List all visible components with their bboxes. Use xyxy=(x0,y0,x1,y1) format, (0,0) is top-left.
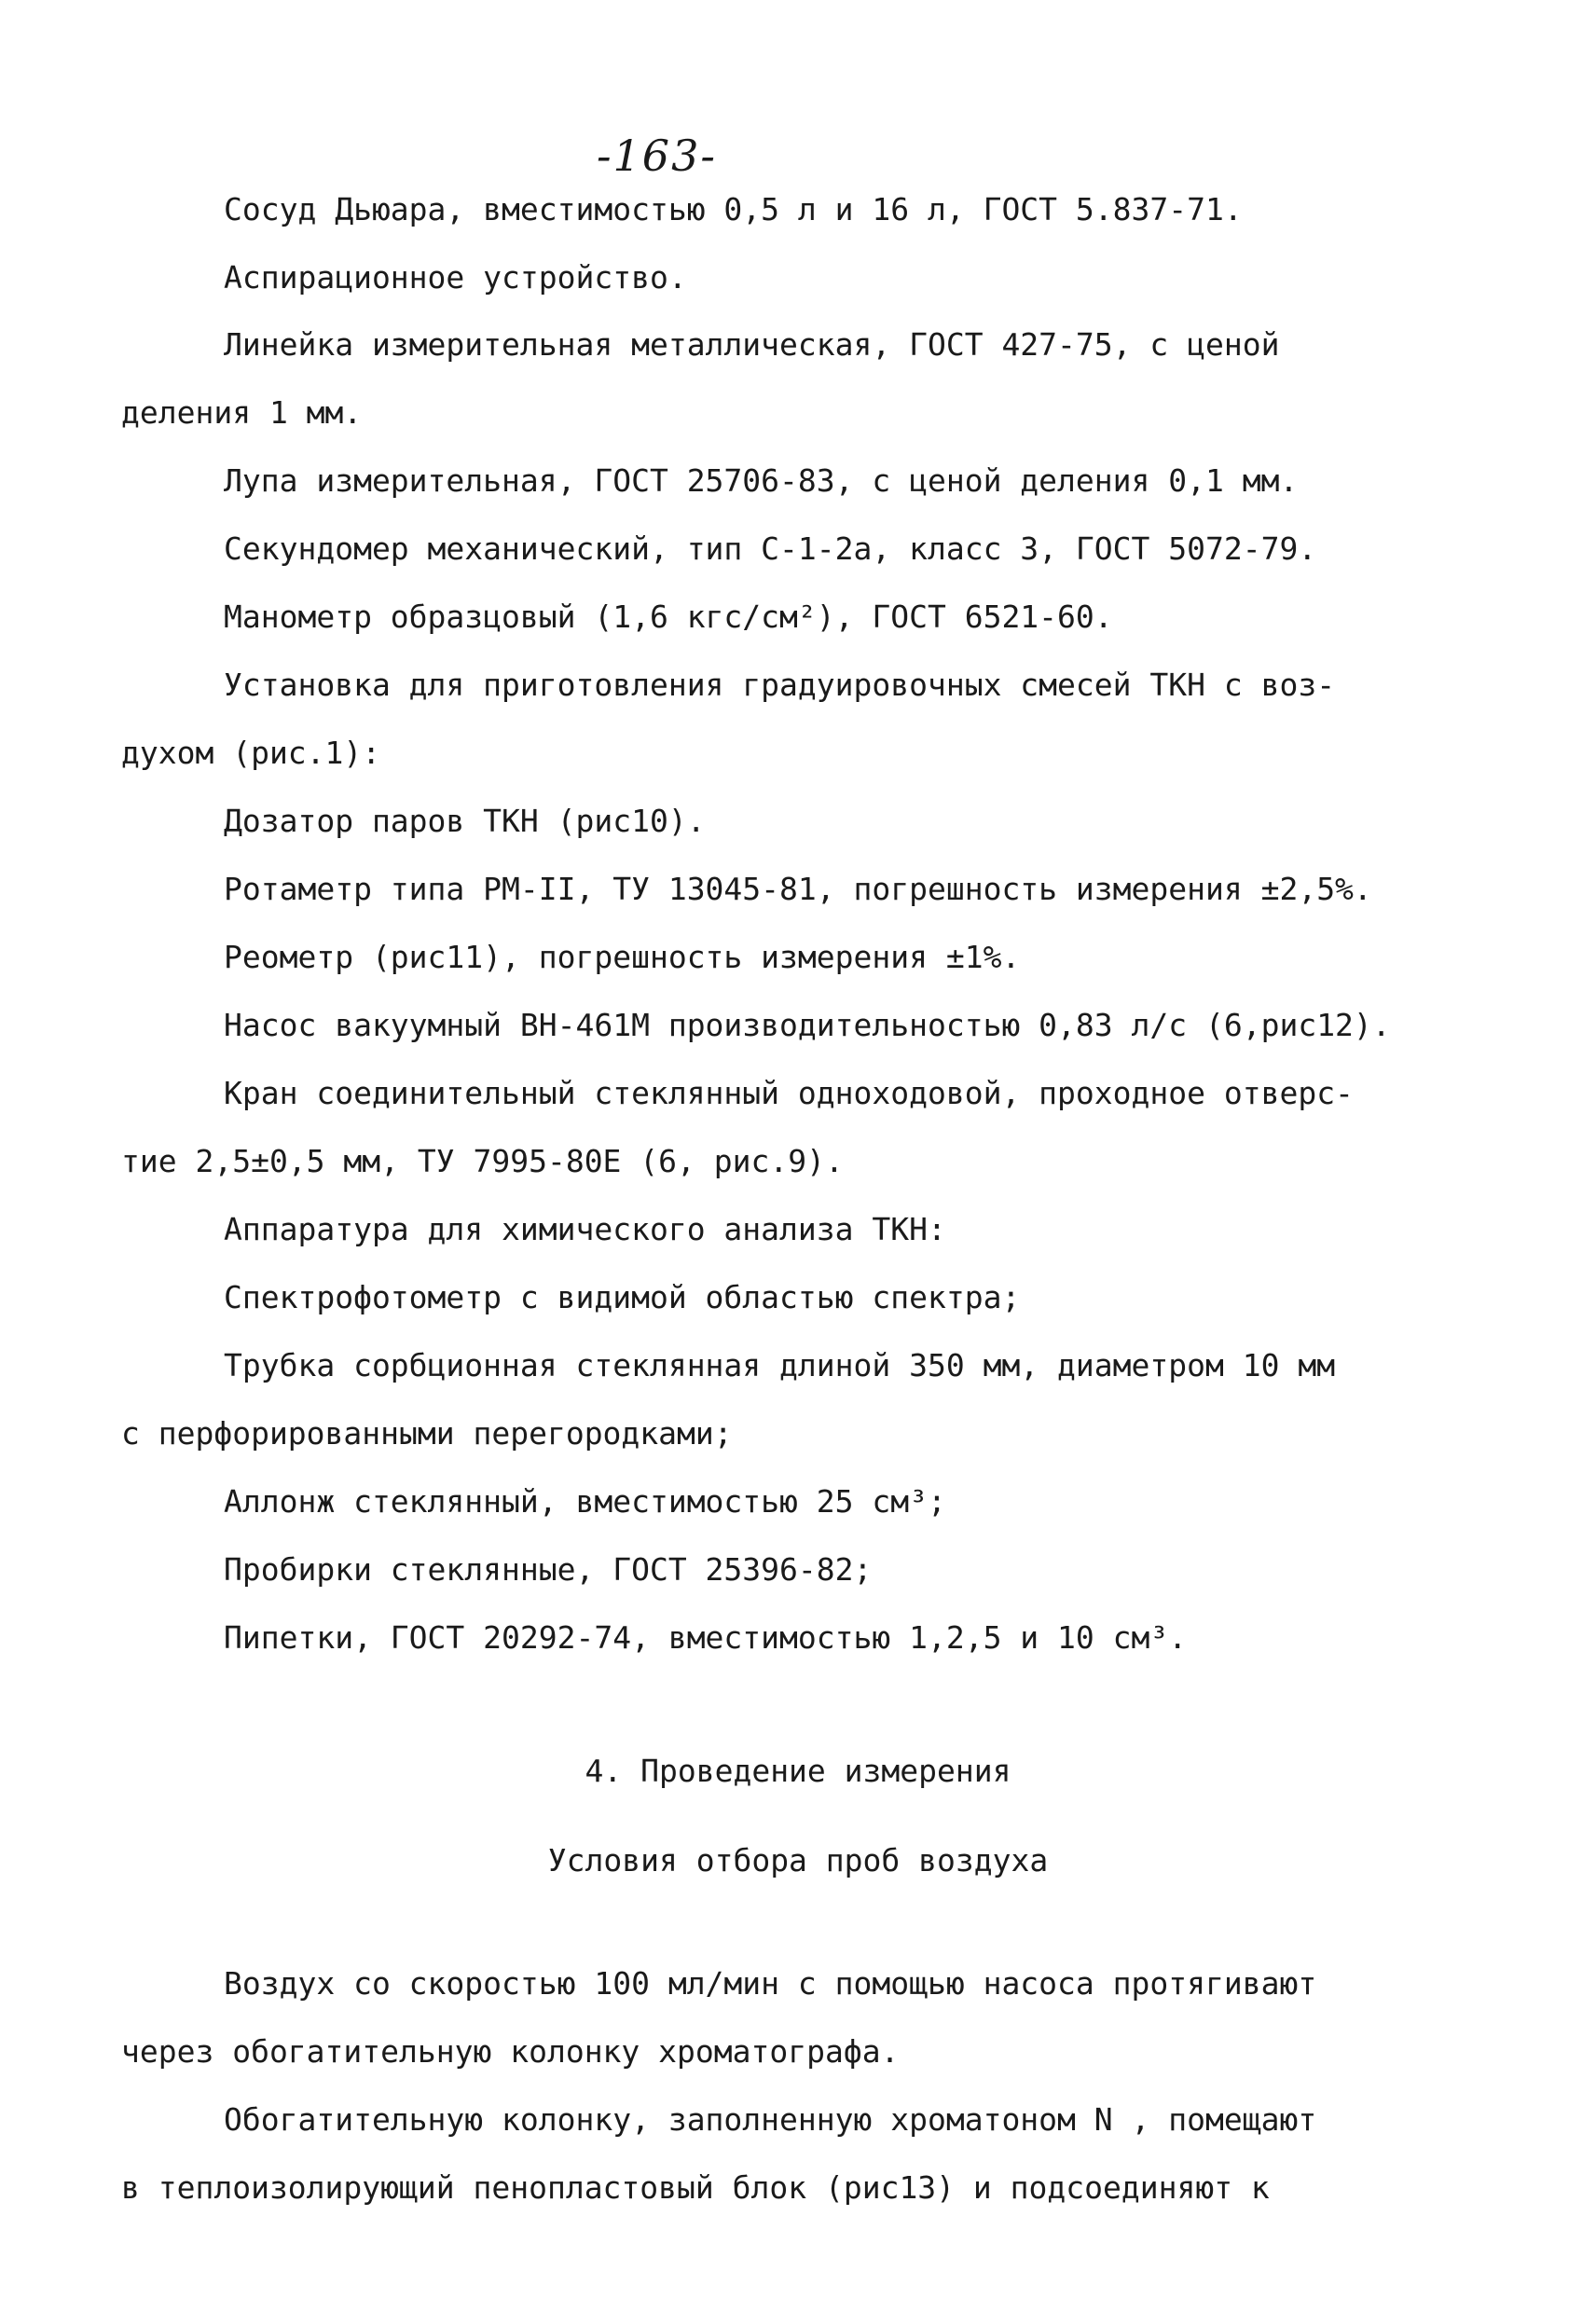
equipment-line: тие 2,5±0,5 мм, ТУ 7995-80Е (6, рис.9). xyxy=(121,1143,844,1179)
equipment-line: Ротаметр типа РМ-II, ТУ 13045-81, погрешность измерения ±2,5%. xyxy=(224,871,1372,907)
equipment-line: Пробирки стеклянные, ГОСТ 25396-82; xyxy=(224,1551,873,1588)
equipment-line: Пипетки, ГОСТ 20292-74, вместимостью 1,2,5 и 10 см³. xyxy=(224,1619,1188,1656)
equipment-line: Секундомер механический, тип С-1-2а, класс 3, ГОСТ 5072-79. xyxy=(224,530,1317,567)
body-line: через обогатительную колонку хроматографа. xyxy=(121,2033,900,2070)
equipment-line: Установка для приготовления градуировочных смесей ТКН с воз- xyxy=(224,667,1336,703)
equipment-line: Дозатор паров ТКН (рис10). xyxy=(224,803,706,839)
body-line: в теплоизолирующий пенопластовый блок (рис13) и подсоединяют к xyxy=(121,2169,1270,2206)
body-line: Обогатительную колонку, заполненную хроматоном N , помещают xyxy=(224,2101,1317,2138)
page-number: -163- xyxy=(597,131,717,181)
equipment-line: Спектрофотометр с видимой областью спектра; xyxy=(224,1279,1021,1315)
equipment-line: Аппаратура для химического анализа ТКН: xyxy=(224,1211,946,1247)
section-title: 4. Проведение измерения xyxy=(585,1753,1011,1789)
equipment-line: Трубка сорбционная стеклянная длиной 350 мм, диаметром 10 мм xyxy=(224,1347,1336,1383)
equipment-line: Сосуд Дьюара, вместимостью 0,5 л и 16 л, ГОСТ 5.837-71. xyxy=(224,191,1243,227)
equipment-line: Аспирационное устройство. xyxy=(224,259,687,296)
equipment-line: Лупа измерительная, ГОСТ 25706-83, с ценой деления 0,1 мм. xyxy=(224,462,1299,499)
equipment-line: духом (рис.1): xyxy=(121,735,381,771)
subsection-title: Условия отбора проб воздуха xyxy=(547,1842,1049,1878)
equipment-line: Аллонж стеклянный, вместимостью 25 см³; xyxy=(224,1483,946,1520)
equipment-line: Манометр образцовый (1,6 кгс/см²), ГОСТ 6521-60. xyxy=(224,599,1113,635)
equipment-line: Линейка измерительная металлическая, ГОСТ 427-75, с ценой xyxy=(224,326,1280,363)
equipment-line: Кран соединительный стеклянный одноходовой, проходное отверс- xyxy=(224,1075,1354,1111)
equipment-line: Насос вакуумный ВН-461М производительностью 0,83 л/с (6,рис12). xyxy=(224,1007,1391,1043)
body-line: Воздух со скоростью 100 мл/мин с помощью насоса протягивают xyxy=(224,1965,1317,2002)
equipment-line: Реометр (рис11), погрешность измерения ±1%. xyxy=(224,939,1021,975)
equipment-line: деления 1 мм. xyxy=(121,394,363,431)
equipment-line: с перфорированными перегородками; xyxy=(121,1415,733,1452)
